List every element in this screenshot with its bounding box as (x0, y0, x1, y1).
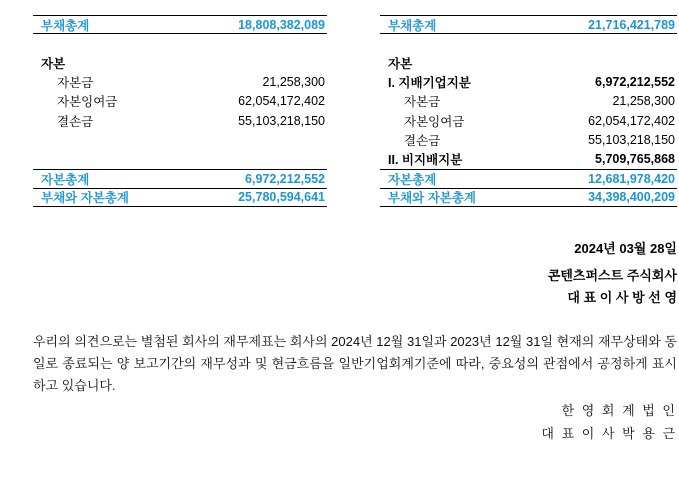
table-row (380, 92, 677, 111)
audit-firm-name: 한 영 회 계 법 인 (561, 403, 677, 418)
report-date: 2024년 03월 28일 (574, 241, 677, 256)
audit-opinion-paragraph: 우리의 의견으로는 별첨된 회사의 재무제표는 회사의 2024년 12월 31일과 2023년 12월 31일 현재의 재무상태와 동일로 종료되는 양 보고기간의 재무성과 및 현금흐름을 일반기업회계기준에 따라, 중요성의 관점에서 공정하게 표시하고 있습니다. (33, 334, 677, 393)
row-value: 55,103,218,150 (588, 132, 675, 147)
row-label: 부채와 자본총계 (41, 191, 129, 206)
table-row (33, 92, 327, 111)
row-label: 자본총계 (388, 172, 437, 187)
table-row (380, 34, 677, 53)
row-label: 부채총계 (388, 18, 437, 33)
table-row (380, 15, 677, 34)
row-value: 62,054,172,402 (238, 94, 325, 109)
row-value: 12,681,978,420 (588, 171, 675, 186)
company-ceo: 대 표 이 사 방 선 영 (567, 290, 677, 305)
table-row (33, 149, 327, 168)
table-row (380, 73, 677, 92)
row-value: 6,972,212,552 (245, 171, 325, 186)
row-label: 부채총계 (41, 18, 90, 33)
table-row (380, 169, 677, 188)
table-row (33, 34, 327, 53)
table-row (380, 111, 677, 130)
table-row (33, 130, 327, 149)
table-row (33, 73, 327, 92)
row-label: 자본금 (57, 76, 94, 91)
table-row (33, 111, 327, 130)
table-row (33, 15, 327, 34)
table-row (33, 169, 327, 188)
table-row (380, 130, 677, 149)
company-name: 콘텐츠퍼스트 주식회사 (547, 268, 677, 283)
row-label: 결손금 (57, 114, 94, 129)
row-value: 6,972,212,552 (595, 75, 675, 90)
row-value: 25,780,594,641 (238, 190, 325, 205)
table-row (33, 188, 327, 207)
row-value: 18,808,382,089 (238, 17, 325, 32)
row-value: 34,398,400,209 (588, 190, 675, 205)
row-label: 자본 (388, 56, 413, 71)
row-label: 자본금 (404, 95, 441, 110)
row-label: 자본잉여금 (404, 114, 465, 129)
row-label: 자본 (41, 56, 66, 71)
row-value: 21,716,421,789 (588, 17, 675, 32)
row-label: II. 비지배지분 (388, 152, 463, 167)
audit-firm-block (541, 404, 677, 441)
table-row (380, 188, 677, 207)
row-value: 5,709,765,868 (595, 151, 675, 166)
row-label: 자본총계 (41, 172, 90, 187)
row-value: 62,054,172,402 (588, 113, 675, 128)
table-row (380, 149, 677, 168)
row-value: 21,258,300 (612, 94, 675, 109)
financial-table-left (33, 15, 327, 207)
row-label: 부채와 자본총계 (388, 191, 476, 206)
row-label: 결손금 (404, 133, 441, 148)
audit-firm-ceo: 대 표 이 사 박 용 근 (541, 426, 677, 441)
row-label: 자본잉여금 (57, 95, 118, 110)
table-row (33, 53, 327, 72)
row-value: 55,103,218,150 (238, 113, 325, 128)
row-label: I. 지배기업지분 (388, 76, 471, 91)
company-signature-block (548, 242, 677, 305)
table-row (380, 53, 677, 72)
financial-table-right (380, 15, 677, 207)
row-value: 21,258,300 (262, 75, 325, 90)
